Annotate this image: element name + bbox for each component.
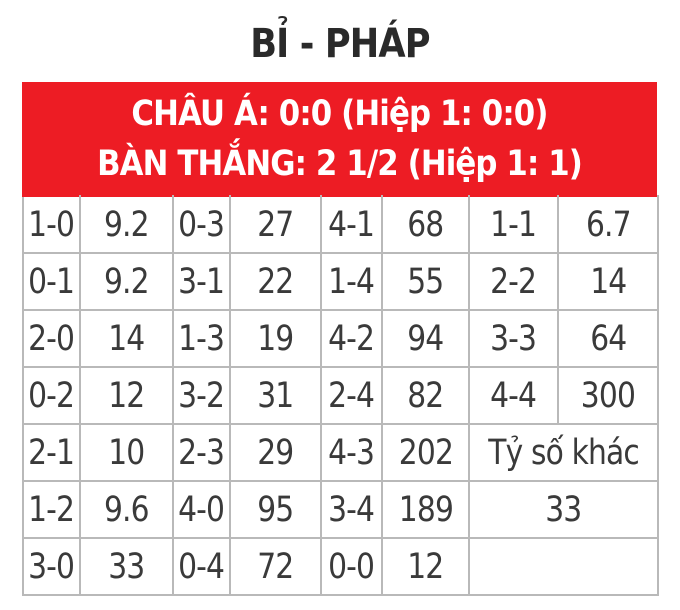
odds-cell [80,538,173,595]
score-cell [173,538,230,595]
score-label: 0-3 [178,204,225,245]
score-label: 0-4 [178,546,225,587]
score-label: 4-0 [178,489,225,530]
table-row [23,196,658,253]
score-cell [173,310,230,367]
score-label: 2-3 [178,432,225,473]
score-label: 1-4 [328,261,375,302]
odds-cell [382,424,469,481]
score-label: 1-2 [28,489,75,530]
score-label: 3-2 [178,375,225,416]
table-row [23,538,658,595]
score-cell [23,196,80,253]
odds-cell [558,367,658,424]
odds-value: 95 [257,489,294,530]
score-cell [321,538,382,595]
match-title: BỈ - PHÁP [250,21,430,67]
score-label: 4-1 [328,204,375,245]
score-label: 1-0 [28,204,75,245]
table-row [23,310,658,367]
goals-line: BÀN THẮNG: 2 1/2 (Hiệp 1: 1) [97,143,582,184]
score-label: 0-0 [328,546,375,587]
odds-value: 300 [580,375,636,416]
odds-cell [382,310,469,367]
odds-cell [558,196,658,253]
score-cell [321,310,382,367]
score-label: 3-1 [178,261,225,302]
score-cell [321,253,382,310]
score-cell [173,253,230,310]
score-label: 2-4 [328,375,375,416]
score-cell [469,253,558,310]
title-area [0,0,680,82]
odds-cell [230,196,321,253]
score-cell [321,196,382,253]
score-label: 4-2 [328,318,375,359]
score-label: 0-2 [28,375,75,416]
score-label: 2-0 [28,318,75,359]
odds-header-banner [22,82,657,195]
odds-cell [382,196,469,253]
score-label: 0-1 [28,261,75,302]
score-cell [469,196,558,253]
odds-cell [230,481,321,538]
odds-value: 29 [257,432,294,473]
score-cell [173,424,230,481]
odds-value: 9.6 [104,489,149,530]
score-cell [469,367,558,424]
odds-value: 202 [398,432,453,473]
other-score-odds-cell [469,481,658,538]
odds-value: 82 [407,375,444,416]
score-label: 1-3 [178,318,225,359]
score-cell [23,367,80,424]
correct-score-odds-table [22,195,659,596]
odds-cell [80,196,173,253]
odds-value: 9.2 [104,261,149,302]
odds-cell [382,367,469,424]
score-label: 4-4 [490,375,537,416]
odds-value: 12 [108,375,145,416]
odds-value: 14 [108,318,145,359]
odds-value: 33 [545,489,582,530]
score-label: 2-1 [28,432,75,473]
score-cell [173,367,230,424]
table-row [23,424,658,481]
score-cell [321,424,382,481]
odds-cell [80,424,173,481]
odds-value: 72 [257,546,294,587]
other-score-label-cell [469,424,658,481]
score-cell [173,481,230,538]
score-cell [321,367,382,424]
odds-value: 94 [407,318,444,359]
asian-handicap-line: CHÂU Á: 0:0 (Hiệp 1: 0:0) [131,93,548,134]
score-cell [23,424,80,481]
odds-cell [80,481,173,538]
score-cell [173,196,230,253]
score-label: 4-3 [328,432,375,473]
score-label: 3-4 [328,489,375,530]
odds-cell [382,538,469,595]
odds-cell [382,253,469,310]
score-label: 2-2 [490,261,537,302]
odds-value: 10 [108,432,145,473]
odds-value: 68 [407,204,444,245]
odds-value: 33 [108,546,145,587]
score-cell [23,481,80,538]
table-row [23,367,658,424]
odds-value: 14 [589,261,627,302]
odds-value: 22 [257,261,294,302]
odds-cell [382,481,469,538]
odds-cell [230,253,321,310]
odds-cell [80,310,173,367]
score-cell [23,310,80,367]
odds-cell [230,538,321,595]
odds-cell [80,367,173,424]
odds-value: 55 [407,261,444,302]
score-cell [469,310,558,367]
odds-value: 6.7 [585,204,631,245]
odds-value: 27 [257,204,294,245]
score-label: 3-0 [28,546,75,587]
odds-value: 31 [257,375,294,416]
empty-cell [469,538,658,595]
odds-cell [80,253,173,310]
other-score-label: Tỷ số khác [488,432,639,473]
odds-value: 64 [589,318,627,359]
table-row [23,481,658,538]
table-row [23,253,658,310]
odds-value: 12 [407,546,444,587]
odds-value: 189 [398,489,453,530]
odds-value: 9.2 [104,204,149,245]
score-label: 1-1 [490,204,537,245]
odds-cell [558,310,658,367]
score-cell [23,538,80,595]
score-cell [23,253,80,310]
odds-cell [230,367,321,424]
odds-value: 19 [257,318,294,359]
score-label: 3-3 [490,318,537,359]
odds-cell [230,424,321,481]
odds-cell [230,310,321,367]
score-cell [321,481,382,538]
odds-cell [558,253,658,310]
